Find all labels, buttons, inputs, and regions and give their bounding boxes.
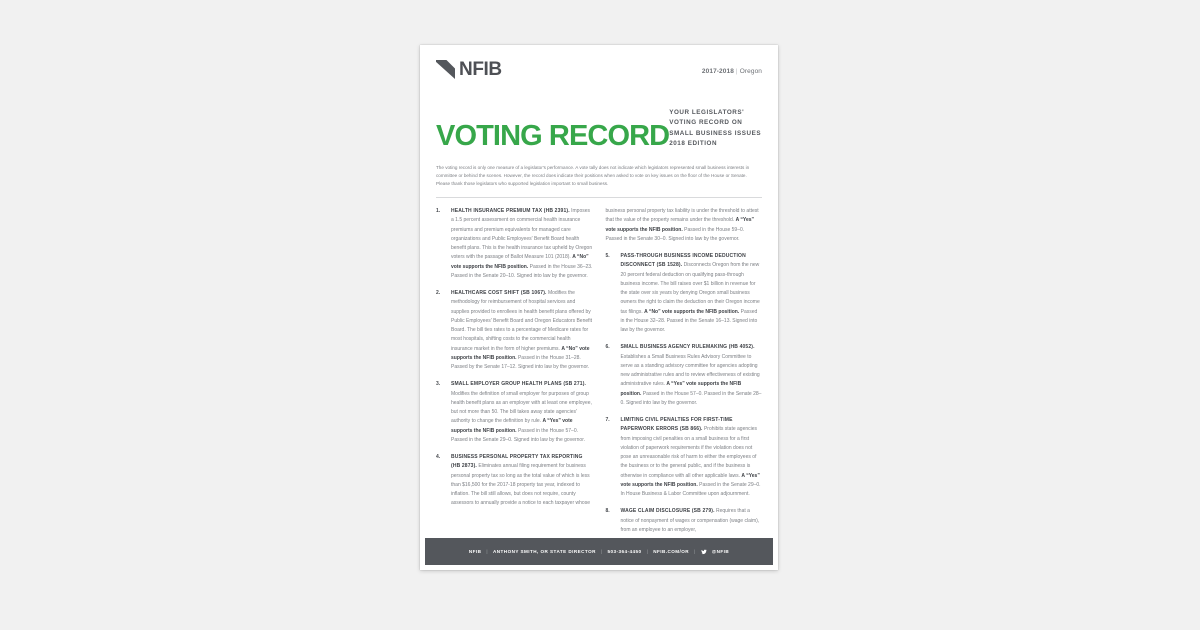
bill-number: 5. <box>605 253 610 260</box>
bill-vote-result: Passed in the House 32–28. Passed in the Senate 16–13. Signed into law by the governor. <box>620 308 758 334</box>
bill-number: 8. <box>605 508 610 515</box>
bill-number: 2. <box>436 290 441 297</box>
bill-column-left <box>436 207 593 538</box>
bill-vote-result: Passed in the House 36–23. Passed in the Senate 20–10. Signed into law by the governor. <box>451 263 593 279</box>
edition-state: Oregon <box>739 68 762 75</box>
bill-item <box>606 507 763 535</box>
bill-number: 4. <box>436 454 441 461</box>
bill-description: Imposes a 1.5 percent assessment on commercial health insurance premiums and premium equivalents for managed care organizations and Public Employees' Benefit Board health benefit plans. This is the health insurance tax upheld by Oregon voters with the passage of Ballot Measure 101 (2018). <box>451 208 593 261</box>
page-title: VOTING RECORD <box>436 119 670 152</box>
bill-item <box>606 252 763 335</box>
footer-contact-line <box>469 549 729 555</box>
bill-text <box>451 380 593 445</box>
bill-number: 6. <box>605 344 610 351</box>
bill-title: HEALTHCARE COST SHIFT (SB 1067). <box>451 290 547 297</box>
bill-title: HEALTH INSURANCE PREMIUM TAX (HB 2391). <box>451 208 570 215</box>
edition-years: 2017-2018 <box>701 68 734 75</box>
bill-item <box>606 416 763 499</box>
bill-text <box>451 289 593 372</box>
bill-description: Disconnects Oregon from the new 20 percent federal deduction on qualifying pass-through business income. The bill raises over $1 billion in revenue for the state over six years by denying Oregon small business owners the right to claim the deduction on their Oregon income tax filings. <box>620 262 760 315</box>
nfib-logo-mark-icon <box>436 60 455 79</box>
footer-phone[interactable]: 503-364-4450 <box>607 549 642 554</box>
bill-stance: A “No” vote supports the NFIB position. <box>644 308 740 315</box>
twitter-bird-icon <box>701 549 707 555</box>
bill-description: Requires that a notice of nonpayment of wages or compensation (wage claim), from an employee to an employer, <box>620 508 760 533</box>
bill-text <box>451 453 593 509</box>
bill-vote-result: Passed in the House 57–0. Passed in the Senate 29–0. Signed into law by the governor. <box>451 427 585 443</box>
bill-description: Modifies the definition of small employer for purposes of group health benefit plans as an employer with at least one employee, but not more than 50. The bill takes away state agencies' authority to change the definition by rule. <box>451 390 592 425</box>
bill-vote-result: Passed in the House 31–28. Passed by the Senate 17–12. Signed into law by the governor. <box>451 354 590 371</box>
bill-stance: A “Yes” vote supports the NFIB position. <box>620 472 760 488</box>
intro-paragraph: The voting record is only one measure of a legislator's performance. A vote tally does not indicate which legislators represented small business interests in committee or behind the scenes. However, the record does indicate their positions when asked to vote on key issues on the floor of the House or Senate. Please thank those legislators who supported legislation important to small business. <box>436 164 750 186</box>
footer-org: NFIB <box>468 549 482 554</box>
bill-description: Establishes a Small Business Rules Advisory Committee to serve as a standing advisory committee for agencies adopting new administrative rules and to review effectiveness of existing administrative rules. <box>620 353 760 388</box>
bill-item <box>436 380 593 445</box>
bill-text <box>451 207 593 281</box>
footer-separator: | <box>694 549 696 554</box>
footer-separator: | <box>646 549 649 554</box>
bill-columns <box>436 207 762 538</box>
bill-stance: A “Yes” vote supports the NFIB position. <box>605 217 755 233</box>
edition-separator: | <box>735 68 738 75</box>
bill-description: Modifies the methodology for reimbursement of hospital services and supplies provided to enrollees in health benefit plans offered by Public Employees' Benefit Board and Oregon Educators Benefit Board. The bill ties rates to a percentage of Medicare rates for most hospitals, shifting costs to the commercial health insurance market in the form of higher premiums. <box>451 290 593 352</box>
bill-item <box>606 343 763 408</box>
bill-title: PASS-THROUGH BUSINESS INCOME DEDUCTION DISCONNECT (SB 1528). <box>620 253 746 269</box>
bill-item <box>436 453 593 509</box>
document-masthead <box>436 60 762 90</box>
bill-description: Eliminates annual filing requirement for business personal property tax so long as the total value of which is less than $16,500 for the 2017-18 property tax year, indexed to inflation. The bill still allows, but does not require, county assessors to annually provide a notice to each taxpayer whose <box>451 463 590 507</box>
divider-rule <box>436 197 762 198</box>
document-footer <box>425 538 773 565</box>
footer-twitter-handle[interactable]: @NFIB <box>711 549 730 554</box>
page-subtitle <box>669 108 762 151</box>
bill-stance: A “Yes” vote supports the NFIB position. <box>620 381 742 397</box>
bill-stance: A “No” vote supports the NFIB position. <box>451 345 590 361</box>
bill-text <box>621 343 763 408</box>
bill-number: 7. <box>605 417 610 424</box>
bill-title: LIMITING CIVIL PENALTIES FOR FIRST-TIME PAPERWORK ERRORS (SB 866). <box>620 417 733 433</box>
bill-item <box>436 289 593 372</box>
bill-title: BUSINESS PERSONAL PROPERTY TAX REPORTING (HB 2873). <box>451 454 583 470</box>
subtitle-line-2: VOTING RECORD ON <box>669 119 743 127</box>
bill-title: SMALL BUSINESS AGENCY RULEMAKING (HB 4052). <box>620 344 755 351</box>
title-block <box>436 108 762 151</box>
edition-label <box>702 60 762 75</box>
bill-title: SMALL EMPLOYER GROUP HEALTH PLANS (SB 271). <box>451 381 587 388</box>
bill-description: Prohibits state agencies from imposing civil penalties on a small business for a first violation of paperwork requirements if the violation does not pose an unreasonable risk of harm to either the employees of the business or to the general public, and if the business is otherwise in compliance with all other applicable laws. <box>620 426 758 479</box>
bill-number: 3. <box>436 381 441 388</box>
bill-stance: A “No” vote supports the NFIB position. <box>451 254 589 270</box>
subtitle-line-4: 2018 EDITION <box>669 140 718 148</box>
bill-title: WAGE CLAIM DISCLOSURE (SB 279). <box>620 508 715 515</box>
bill-vote-result: Passed in the Senate 29–0. In House Business & Labor Committee upon adjournment. <box>620 481 761 498</box>
bill-number: 1. <box>436 208 441 215</box>
bill-vote-result: Passed in the House 57–0. Passed in the Senate 28–0. Signed into law by the governor. <box>620 390 762 406</box>
bill-stance: A “Yes” vote supports the NFIB position. <box>451 418 573 434</box>
footer-contact-name: ANTHONY SMITH, OR STATE DIRECTOR <box>493 549 596 554</box>
bill-text <box>621 252 763 335</box>
bill-text <box>621 416 763 499</box>
footer-separator: | <box>486 549 489 554</box>
footer-website[interactable]: NFIB.COM/OR <box>653 549 690 554</box>
footer-separator: | <box>600 549 603 554</box>
bill-item <box>436 207 593 281</box>
bill-item-continuation <box>606 207 763 244</box>
bill-text <box>621 507 763 535</box>
subtitle-line-3: SMALL BUSINESS ISSUES <box>669 129 762 137</box>
nfib-brand <box>436 60 502 79</box>
subtitle-line-1: YOUR LEGISLATORS' <box>669 109 745 116</box>
nfib-wordmark: NFIB <box>459 59 502 80</box>
bill-vote-result: Passed in the House 59–0. Passed in the Senate 30–0. Signed into law by the governor. <box>605 226 745 242</box>
bill-column-right <box>606 207 763 538</box>
document-content <box>420 45 778 538</box>
voting-record-document <box>420 45 778 570</box>
bill-description: business personal property tax liability is under the threshold to attest that the value of the property remains under the threshold. <box>605 208 759 224</box>
bill-text <box>606 207 763 244</box>
